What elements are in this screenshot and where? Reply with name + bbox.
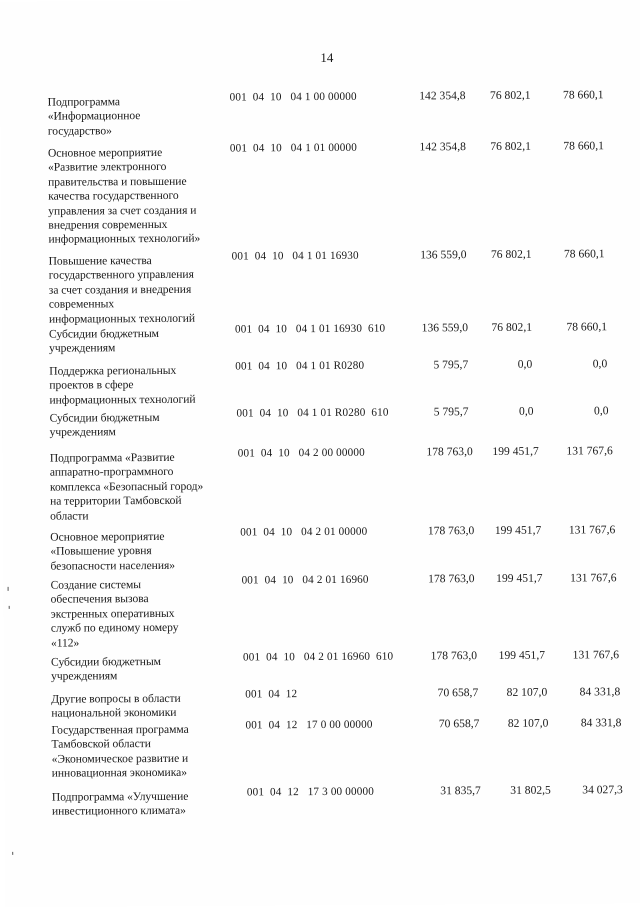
amount-year-3: 78 660,1 [563, 139, 604, 153]
row-description: Субсидии бюджетным учреждениям [48, 326, 159, 356]
budget-row [2, 247, 640, 326]
amount-year-1: 178 763,0 [427, 524, 475, 538]
amount-year-2: 76 802,1 [491, 320, 533, 334]
budget-row [2, 357, 640, 407]
budget-row [1, 139, 640, 247]
budget-classification-code: 001 04 12 17 3 00 00000 [246, 785, 374, 799]
budget-classification-code: 001 04 10 04 2 01 16960 [241, 573, 369, 587]
amount-year-1: 178 763,0 [430, 649, 478, 663]
amount-year-3: 78 660,1 [562, 88, 604, 102]
row-description: Другие вопросы в области национальной экономики [51, 691, 181, 721]
budget-classification-code: 001 04 10 04 2 01 00000 [240, 525, 368, 539]
amount-year-2: 199 451,7 [496, 571, 543, 585]
budget-classification-code: 001 04 10 04 1 01 R0280 610 [236, 406, 389, 420]
budget-classification-code: 001 04 10 04 1 00 00000 [229, 90, 357, 104]
amount-year-2: 82 107,0 [507, 716, 549, 730]
budget-row [5, 783, 640, 819]
amount-year-3: 131 767,6 [572, 648, 620, 662]
amount-year-3: 78 660,1 [563, 247, 605, 261]
amount-year-1: 142 354,8 [419, 140, 466, 154]
budget-classification-code: 001 04 10 04 1 01 16930 610 [234, 322, 386, 336]
scan-mark [8, 587, 9, 591]
budget-classification-code: 001 04 10 04 2 01 16960 610 [242, 650, 394, 664]
amount-year-1: 70 658,7 [437, 686, 479, 700]
amount-year-2: 0,0 [518, 404, 534, 418]
amount-year-3: 78 660,1 [566, 320, 608, 334]
amount-year-1: 136 559,0 [420, 248, 467, 262]
budget-row [1, 88, 640, 138]
amount-year-1: 136 559,0 [421, 321, 469, 335]
amount-year-3: 0,0 [593, 404, 609, 418]
amount-year-2: 199 451,7 [498, 648, 546, 662]
amount-year-3: 0,0 [592, 357, 608, 371]
row-description: Поддержка региональных проектов в сфере информационных технологий [49, 363, 196, 407]
amount-year-1: 70 658,7 [438, 717, 480, 731]
row-description: Субсидии бюджетным учреждениям [49, 410, 160, 440]
amount-year-2: 0,0 [517, 357, 533, 371]
page-number: 14 [320, 49, 334, 65]
scan-mark [9, 606, 10, 609]
amount-year-1: 5 795,7 [433, 358, 469, 372]
amount-year-3: 34 027,3 [582, 783, 623, 797]
budget-classification-code: 001 04 12 [245, 688, 298, 701]
row-description: Основное мероприятие «Развитие электронного правительства и повышение качества государственного управления за счет создания и внедрения современных информационных технологий» [47, 145, 201, 247]
budget-row [3, 523, 640, 573]
amount-year-1: 142 354,8 [419, 89, 466, 103]
amount-year-1: 31 835,7 [440, 784, 481, 798]
amount-year-1: 5 795,7 [433, 405, 469, 419]
budget-row [4, 685, 640, 721]
amount-year-3: 84 331,8 [579, 685, 621, 699]
amount-year-3: 131 767,6 [570, 571, 617, 585]
budget-classification-code: 001 04 10 04 2 00 00000 [237, 446, 365, 460]
budget-row [3, 444, 640, 523]
amount-year-2: 199 451,7 [494, 523, 542, 537]
budget-classification-code: 001 04 10 04 1 01 00000 [229, 141, 358, 155]
amount-year-1: 178 763,0 [426, 445, 473, 459]
amount-year-2: 31 802,5 [510, 783, 551, 797]
amount-year-3: 84 331,8 [580, 716, 622, 730]
budget-classification-code: 001 04 12 17 0 00 00000 [245, 718, 373, 732]
row-description: Субсидии бюджетным учреждениям [51, 654, 161, 684]
row-description: Создание системы обеспечения вызова экстренных оперативных служб по единому номеру «112» [50, 578, 179, 650]
scan-mark [12, 852, 13, 855]
amount-year-2: 76 802,1 [489, 88, 531, 102]
amount-year-3: 131 767,6 [566, 444, 613, 458]
budget-classification-code: 001 04 10 04 1 01 16930 [231, 249, 359, 263]
row-description: Подпрограмма «Развитие аппаратно-программного комплекса «Безопасный город» на территории Тамбовской области [49, 450, 204, 523]
amount-year-1: 178 763,0 [428, 572, 475, 586]
amount-year-2: 82 107,0 [506, 685, 548, 699]
amount-year-2: 76 802,1 [490, 247, 532, 261]
budget-classification-code: 001 04 10 04 1 01 R0280 [235, 359, 365, 373]
amount-year-2: 199 451,7 [492, 444, 539, 458]
row-description: Повышение качества государственного управления за счет создания и внедрения современных информационных технологий [48, 254, 196, 326]
row-description: Государственная программа Тамбовской области «Экономическое развитие и инновационная экономика» [51, 722, 189, 780]
amount-year-3: 131 767,6 [568, 523, 616, 537]
row-description: Основное мероприятие «Повышение уровня безопасности населения» [50, 529, 176, 573]
amount-year-2: 76 802,1 [490, 139, 531, 153]
row-description: Подпрограмма «Информационное государство» [47, 95, 141, 138]
row-description: Подпрограмма «Улучшение инвестиционного климата» [51, 789, 189, 819]
